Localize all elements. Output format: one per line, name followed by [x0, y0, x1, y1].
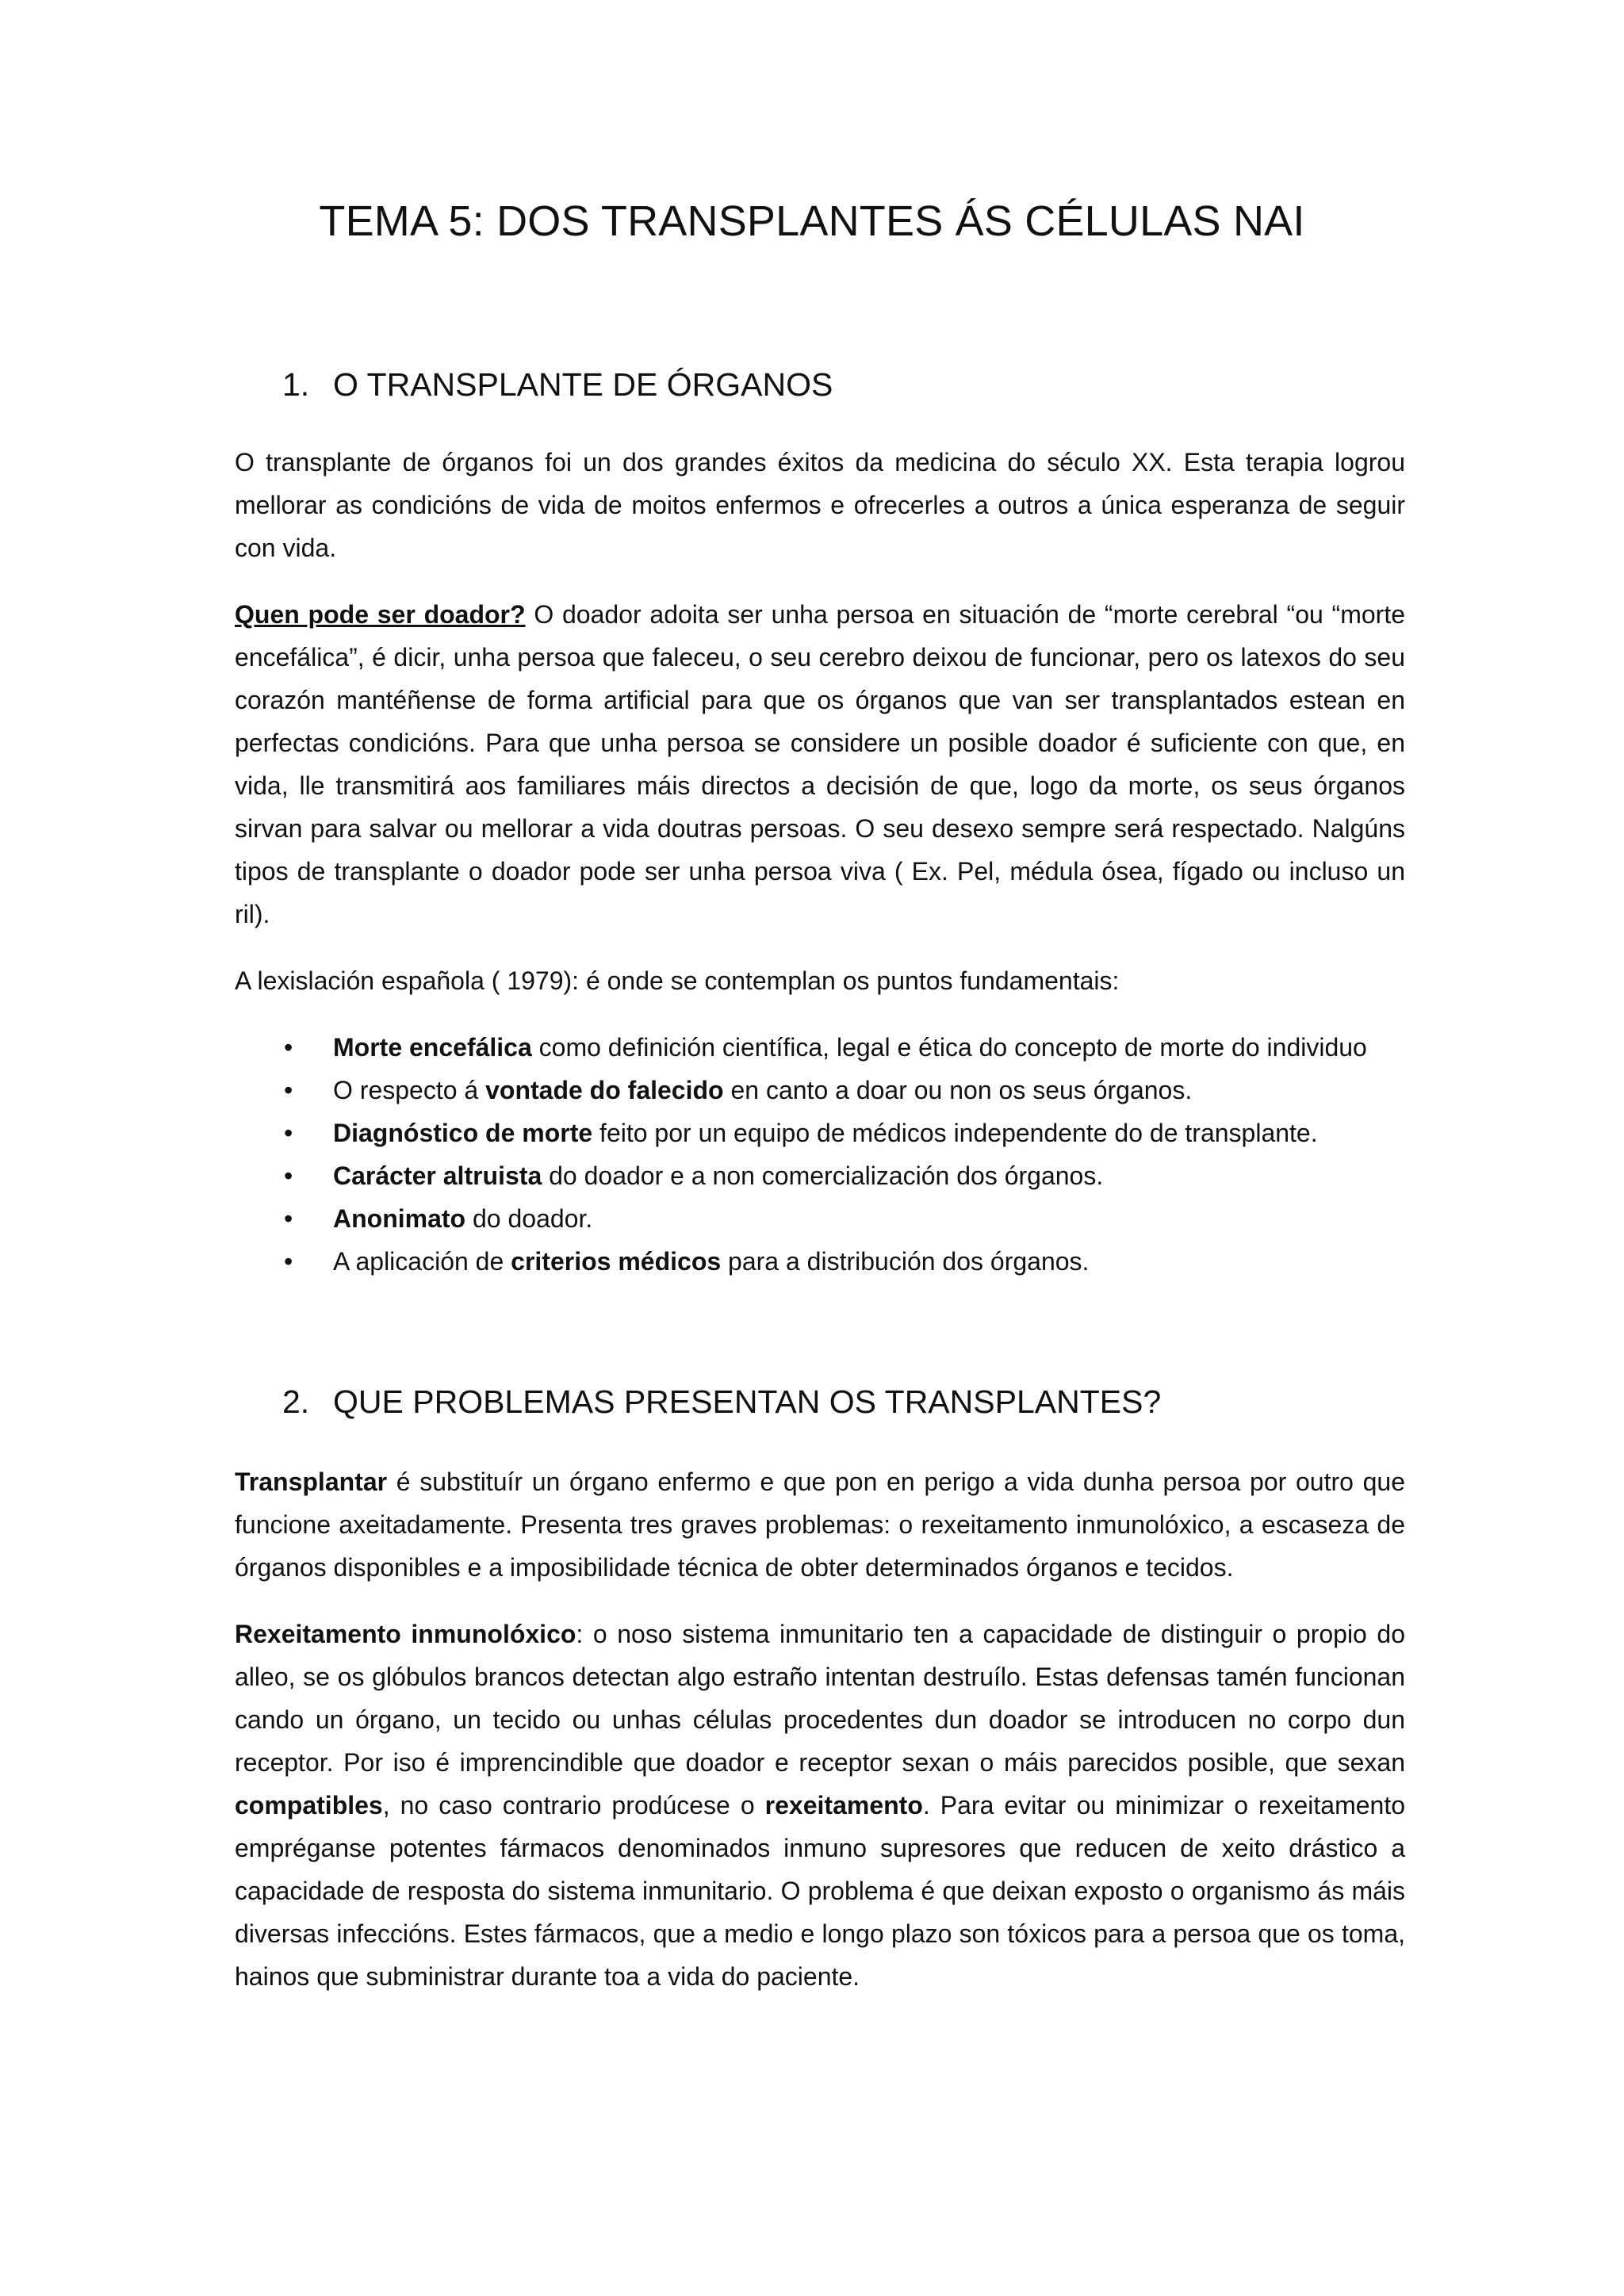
section-2-number: 2.: [282, 1383, 310, 1420]
transplant-definition: Transplantar é substituír un órgano enfermo e que pon en perigo a vida dunha persoa por outro que funcione axeitadamente. Presenta tres graves problemas: o rexeitamento inmunolóxico, a escaseza de órganos disponibles e a imposibilidade técnica de obter determinados órganos e tecidos.: [235, 1468, 1405, 1582]
section-1-title: O TRANSPLANTE DE ÓRGANOS: [333, 366, 833, 403]
section-1-body: [235, 441, 1405, 1283]
donor-paragraph: [235, 593, 1405, 936]
page-title: TEMA 5: DOS TRANSPLANTES ÁS CÉLULAS NAI: [319, 197, 1305, 245]
list-item: • Carácter altruista do doador e a non comercialización dos órganos.: [235, 1154, 1405, 1197]
compatible-term: compatibles: [235, 1791, 383, 1820]
list-item: • Diagnóstico de morte feito por un equipo de médicos independente do de transplante.: [235, 1112, 1405, 1154]
bullet-icon: •: [284, 1247, 293, 1276]
rejection-term-2: rexeitamento: [764, 1791, 923, 1820]
section-2-body: [235, 1460, 1405, 1998]
list-item: • A aplicación de criterios médicos para a distribución dos órganos.: [235, 1240, 1405, 1283]
transplant-term: Transplantar: [235, 1468, 388, 1496]
bullet-icon: •: [284, 1161, 293, 1190]
section-1-number: 1.: [282, 366, 310, 403]
bullet-icon: •: [284, 1204, 293, 1233]
list-item: • Anonimato do doador.: [235, 1197, 1405, 1240]
list-item: • Morte encefálica como definición científica, legal e ética do concepto de morte do individuo: [235, 1026, 1405, 1069]
section-2-title: QUE PROBLEMAS PRESENTAN OS TRANSPLANTES?: [333, 1383, 1162, 1420]
bullet-icon: •: [284, 1033, 293, 1062]
section-1-intro: O transplante de órganos foi un dos grandes éxitos da medicina do século XX. Esta terapia logrou mellorar as condicións de vida de moitos enfermos e ofrecerles a outros a única esperanza de seguir con vida.: [235, 448, 1405, 562]
bullet-icon: •: [284, 1076, 293, 1104]
rejection-term: Rexeitamento inmunolóxico: [235, 1620, 576, 1648]
section-1-heading: [235, 366, 833, 404]
donor-text: O doador adoita ser unha persoa en situación de “morte cerebral “ou “morte encefálica”, é dicir, unha persoa que faleceu, o seu cerebro deixou de funcionar, pero os latexos do seu corazón mantéñense de forma artificial para que os órganos que van ser transplantados estean en perfectas condicións. Para que unha persoa se considere un posible doador é suficiente con que, en vida, lle transmitirá aos familiares máis directos a decisión de que, logo da morte, os seus órganos sirvan para salvar ou mellorar a vida doutras persoas. O seu desexo sempre será respectado. Nalgúns tipos de transplante o doador pode ser unha persoa viva ( Ex. Pel, médula ósea, fígado ou incluso un ril).: [235, 600, 1406, 928]
rejection-paragraph: Rexeitamento inmunolóxico: o noso sistema inmunitario ten a capacidade de distinguir o propio do alleo, se os glóbulos brancos detectan algo estraño intentan destruílo. Estas defensas tamén funcionan cando un órgano, un tecido ou unhas células procedentes dun doador se introducen no corpo dun receptor. Por iso é imprencindible que doador e receptor sexan o máis parecidos posible, que sexan compatibles, no caso contrario prodúcese o rexeitamento. Para evitar ou minimizar o rexeitamento empréganse potentes fármacos denominados inmuno supresores que reducen de xeito drástico a capacidade de resposta do sistema inmunitario. O problema é que deixan exposto o organismo ás máis diversas infeccións. Estes fármacos, que a medio e longo plazo son tóxicos para a persoa que os toma, hainos que subministrar durante toa a vida do paciente.: [235, 1620, 1406, 1991]
donor-label: Quen pode ser doador?: [235, 600, 526, 629]
law-intro: A lexislación española ( 1979): é onde se contemplan os puntos fundamentais:: [235, 966, 1120, 995]
bullet-icon: •: [284, 1119, 293, 1147]
section-2-heading: [235, 1383, 1161, 1421]
list-item: • O respecto á vontade do falecido en canto a doar ou non os seus órganos.: [235, 1069, 1405, 1112]
law-points-list: [235, 1026, 1405, 1283]
